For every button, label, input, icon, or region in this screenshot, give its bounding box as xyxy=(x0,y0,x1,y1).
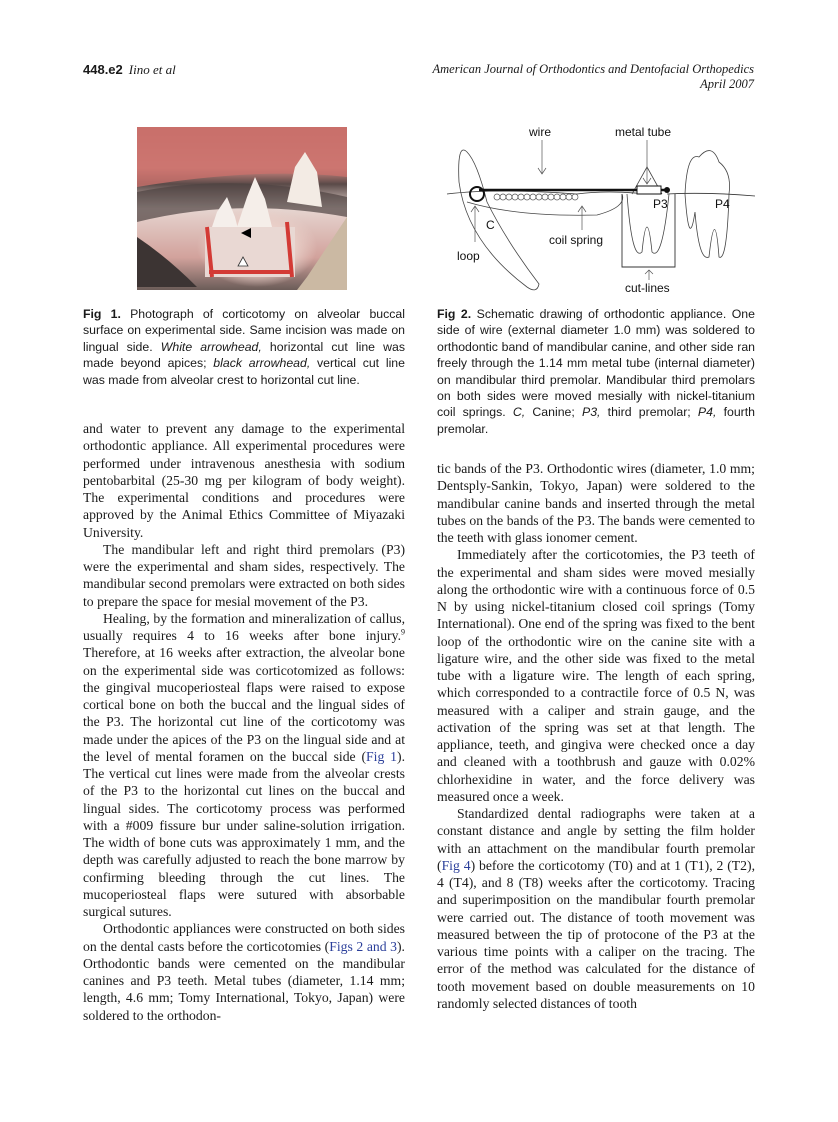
caption-label: Fig 2. xyxy=(437,307,472,321)
label-cut-lines: cut-lines xyxy=(625,281,670,295)
label-coil-spring: coil spring xyxy=(549,233,604,247)
paragraph: tic bands of the P3. Orthodontic wires (diameter, 1.0 mm; Dentsply-Sankin, Tokyo, Japan) were soldered to the mandibular canine bands and inserted through the metal tubes on the bands of the P3. The bands were cemented to the teeth with glass ionomer cement. xyxy=(437,461,755,545)
caption-label: Fig 1. xyxy=(83,307,121,321)
text: ). Orthodontic bands were cemented on the mandibular canines and P3 teeth. Metal tubes (diameter, 1.14 mm; length, 4.6 mm; Tomy International, Tokyo, Japan) were soldered to the orthodon- xyxy=(83,938,405,1023)
page-number: 448.e2 xyxy=(83,62,123,77)
paragraph: Immediately after the corticotomies, the P3 teeth of the experimental and sham sides were moved mesially along the orthodontic wire with a continuous force of 0.5 N by using nickel-titanium closed coil springs (Tomy International). One end of the spring was fixed to the bent loop of the orthodontic wire on the canine site with a ligature wire, and the other side was fixed to the metal tube with a ligature wire. The length of each spring, which corresponded to a contractile force of 0.5 N, was measured with a caliper and strain gauge, and the activation of the spring was set at that length. The appliance, teeth, and gingiva were checked once a day and cleaned with a toothbrush and gauze with 0.02% chlorhexidine in water, and the force delivery was measured once a week. xyxy=(437,547,755,804)
text: Healing, by the formation and mineralization of callus, usually requires 4 to 16 weeks after bone injury. xyxy=(83,610,405,643)
caption-text: Schematic drawing of orthodontic appliance. One side of wire (external diameter 1.0 mm) was soldered to orthodontic band of mandibular canine, and other side ran freely through the 1.14 mm metal tube (internal diameter) on mandibular third premolar. Mandibular third premolars on both sides were moved mesially with nickel-titanium coil springs. xyxy=(437,307,755,420)
label-loop: loop xyxy=(457,249,480,263)
figure-link[interactable]: Figs 2 and 3 xyxy=(329,938,397,954)
figure-2-diagram xyxy=(437,122,757,297)
issue-date: April 2007 xyxy=(700,77,754,91)
caption-text: horizontal cut line was made beyond apices; xyxy=(83,339,405,371)
paragraph: and water to prevent any damage to the experimental orthodontic appliance. All experimental procedures were performed under intravenous anesthesia with sodium pentobarbital (25-30 mg per kilogram of body weight). The experimental conditions and procedures were approved by the Animal Ethics Committee of Miyazaki University. xyxy=(83,421,405,540)
text: Standardized dental radiographs were taken at a constant distance and angle by setting the film holder with an attachment on the mandibular fourth premolar ( xyxy=(437,806,755,873)
caption-term: C, xyxy=(512,405,526,420)
journal-title: American Journal of Orthodontics and Dentofacial Orthopedics xyxy=(432,62,754,76)
caption-text: Canine; xyxy=(525,405,582,420)
caption-term: P4, xyxy=(697,405,717,420)
figure-1-caption xyxy=(83,306,405,388)
paragraph xyxy=(83,920,405,1024)
caption-term: black arrowhead, xyxy=(213,356,311,371)
caption-text: vertical cut line was made from alveolar crest to horizontal cut line. xyxy=(83,356,405,387)
running-header-left xyxy=(83,62,176,78)
label-metal-tube: metal tube xyxy=(615,125,672,139)
text: Therefore, at 16 weeks after extraction, the alveolar bone on the experimental side was corticotomized as follows: the gingival mucoperiosteal flaps were raised to expose cortical bone on both the buccal and the lingual sides of the P3. The horizontal cut line of the corticotomy was made under the apices of the P3 on the lingual side and at the level of mental foramen on the buccal side ( xyxy=(83,645,405,764)
figure-link[interactable]: Fig 1 xyxy=(366,748,398,764)
paragraph: The mandibular left and right third premolars (P3) were the experimental and sham sides, respectively. The mandibular second premolars were extracted on both sides to prepare the space for mesial movement of the P3. xyxy=(83,541,405,609)
figure-1-photo xyxy=(137,127,347,290)
running-header-right xyxy=(433,62,755,92)
figure-link[interactable]: Fig 4 xyxy=(441,857,471,873)
caption-text: fourth premolar. xyxy=(437,405,756,436)
text: ) before the corticotomy (T0) and at 1 (T1), 2 (T2), 4 (T4), and 8 (T8) weeks after the corticotomy. Tracing and superimposition on the mandibular fourth premolar were carried out. The distance of tooth movement was measured between the tip of protocone of the P3 at the various time points with a caliper on the tracing. The error of the method was calculated for the distance of tooth movement based on double measurements on 10 randomly selected distances of tooth xyxy=(437,857,755,1011)
body-column-left xyxy=(83,420,405,1024)
label-p3: P3 xyxy=(653,197,668,211)
caption-text: Photograph of corticotomy on alveolar buccal surface on experimental side. Same incision was made on lingual side. xyxy=(83,307,405,354)
text: Orthodontic appliances were constructed on both sides on the dental casts before the corticotomies ( xyxy=(83,921,405,954)
caption-term: White arrowhead, xyxy=(160,339,262,354)
caption-text: third premolar; xyxy=(600,405,698,420)
caption-term: P3, xyxy=(582,405,601,420)
paragraph xyxy=(437,805,755,1012)
figure-2-caption xyxy=(437,306,755,437)
authors: Iino et al xyxy=(128,62,176,77)
label-wire: wire xyxy=(529,125,552,139)
label-c: C xyxy=(486,218,495,232)
body-column-right xyxy=(437,460,755,1012)
text: ). The vertical cut lines were made from the alveolar crests of the P3 to the horizontal cut lines on the buccal and lingual sides. The corticotomy process was performed with a #009 fissure bur under saline-solution irrigation. The width of bone cuts was approximately 1 mm, and the depth was carefully adjusted to reach the bone marrow by confirming bleeding through the cut lines. The mucoperiosteal flaps were sutured with absorbable surgical sutures. xyxy=(83,748,405,919)
paragraph xyxy=(83,610,405,921)
label-p4: P4 xyxy=(715,197,730,211)
reference-link[interactable]: 9 xyxy=(401,627,405,637)
